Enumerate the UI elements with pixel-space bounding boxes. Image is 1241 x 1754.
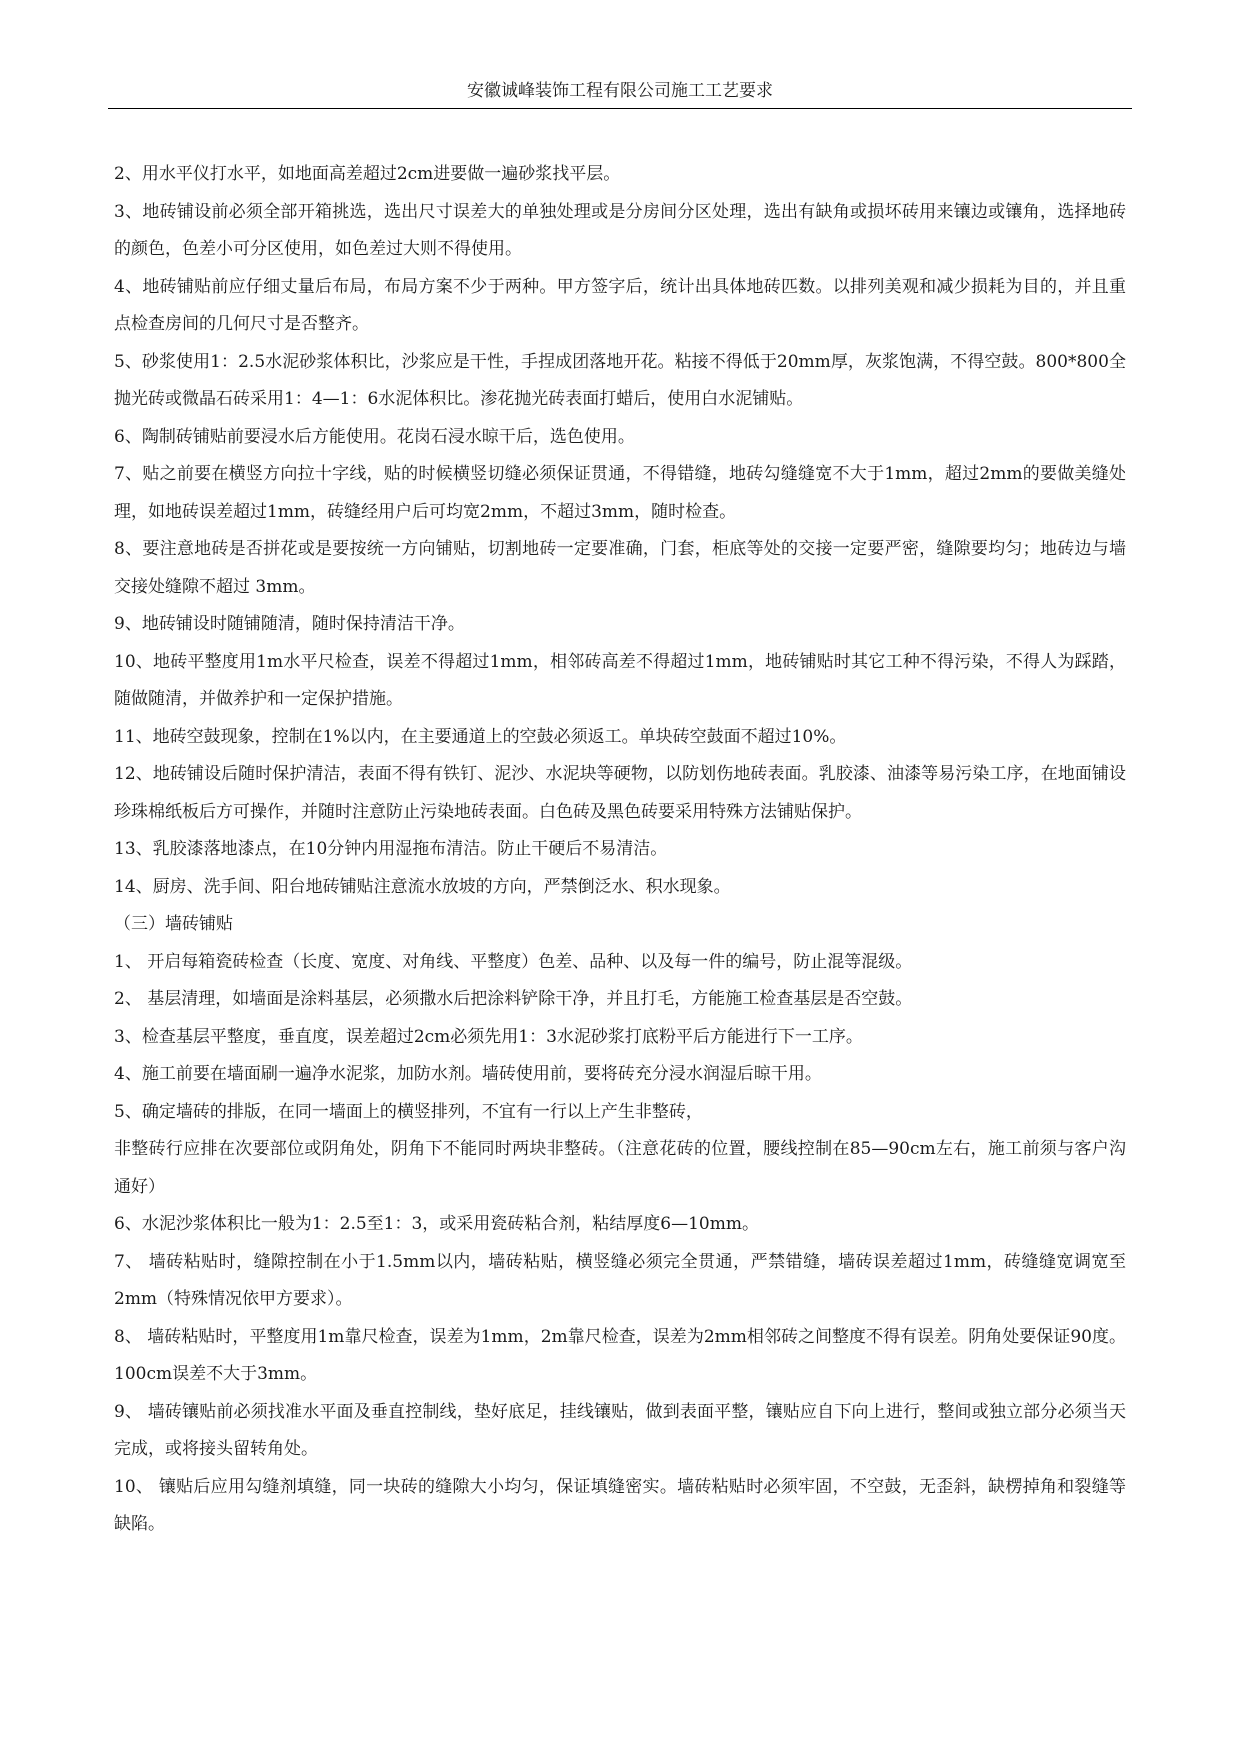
paragraph: 2、用水平仪打水平，如地面高差超过2cm进要做一遍砂浆找平层。 bbox=[114, 164, 621, 184]
paragraph: 13、乳胶漆落地漆点，在10分钟内用湿拖布清洁。防止干硬后不易清洁。 bbox=[114, 839, 668, 859]
paragraph: 8、 墙砖粘贴时，平整度用1m靠尺检查，误差为1mm，2m靠尺检查，误差为2mm相邻砖之间整度不得有误差。阴角处要保证90度。100cm误差不大于3mm。 bbox=[114, 1326, 1126, 1384]
paragraph: 7、 墙砖粘贴时，缝隙控制在小于1.5mm以内，墙砖粘贴，横竖缝必须完全贯通，严禁错缝，墙砖误差超过1mm，砖缝缝宽调宽至2mm（特殊情况依甲方要求）。 bbox=[114, 1251, 1126, 1309]
paragraph: 6、水泥沙浆体积比一般为1：2.5至1：3，或采用瓷砖粘合剂，粘结厚度6—10mm。 bbox=[114, 1214, 759, 1234]
paragraph: 4、施工前要在墙面刷一遍净水泥浆，加防水剂。墙砖使用前，要将砖充分浸水润湿后晾干用。 bbox=[114, 1064, 822, 1084]
paragraph: 1、 开启每箱瓷砖检查（长度、宽度、对角线、平整度）色差、品种、以及每一件的编号，防止混等混级。 bbox=[114, 951, 913, 972]
paragraph: 9、 墙砖镶贴前必须找准水平面及垂直控制线，垫好底足，挂线镶贴，做到表面平整，镶贴应自下向上进行，整间或独立部分必须当天完成，或将接头留转角处。 bbox=[114, 1401, 1126, 1459]
document-body bbox=[114, 156, 1126, 1544]
paragraph: 2、 基层清理，如墙面是涂料基层，必须撒水后把涂料铲除干净，并且打毛，方能施工检查基层是否空鼓。 bbox=[114, 989, 913, 1009]
paragraph: 5、砂浆使用1：2.5水泥砂浆体积比，沙浆应是干性，手捏成团落地开花。粘接不得低于20mm厚，灰浆饱满，不得空鼓。800*800全抛光砖或微晶石砖采用1：4—1：6水泥体积比。渗花抛光砖表面打蜡后，使用白水泥铺贴。 bbox=[114, 351, 1126, 409]
paragraph: 10、地砖平整度用1m水平尺检查，误差不得超过1mm，相邻砖高差不得超过1mm，地砖铺贴时其它工种不得污染，不得人为踩踏，随做随清，并做养护和一定保护措施。 bbox=[114, 651, 1126, 709]
paragraph: 11、地砖空鼓现象，控制在1%以内，在主要通道上的空鼓必须返工。单块砖空鼓面不超过10%。 bbox=[114, 726, 847, 747]
paragraph: 3、检查基层平整度，垂直度，误差超过2cm必须先用1：3水泥砂浆打底粉平后方能进行下一工序。 bbox=[114, 1026, 863, 1047]
paragraph: 14、厨房、洗手间、阳台地砖铺贴注意流水放坡的方向，严禁倒泛水、积水现象。 bbox=[114, 876, 731, 897]
page-header: 安徽诚峰装饰工程有限公司施工工艺要求 bbox=[108, 78, 1132, 109]
section-heading: （三）墙砖铺贴 bbox=[114, 914, 233, 934]
paragraph: 7、贴之前要在横竖方向拉十字线，贴的时候横竖切缝必须保证贯通，不得错缝，地砖勾缝缝宽不大于1mm，超过2mm的要做美缝处理，如地砖误差超过1mm，砖缝经用户后可均宽2mm，不超过3mm，随时检查。 bbox=[114, 464, 1126, 522]
paragraph: 9、地砖铺设时随铺随清，随时保持清洁干净。 bbox=[114, 614, 465, 634]
paragraph: 3、地砖铺设前必须全部开箱挑选，选出尺寸误差大的单独处理或是分房间分区处理，选出有缺角或损坏砖用来镶边或镶角，选择地砖的颜色，色差小可分区使用，如色差过大则不得使用。 bbox=[114, 201, 1126, 259]
paragraph: 6、陶制砖铺贴前要浸水后方能使用。花岗石浸水晾干后，选色使用。 bbox=[114, 426, 635, 447]
paragraph: 5、确定墙砖的排版，在同一墙面上的横竖排列，不宜有一行以上产生非整砖， bbox=[114, 1101, 703, 1122]
paragraph: 10、 镶贴后应用勾缝剂填缝，同一块砖的缝隙大小均匀，保证填缝密实。墙砖粘贴时必须牢固，不空鼓，无歪斜，缺楞掉角和裂缝等缺陷。 bbox=[114, 1476, 1126, 1534]
paragraph: 8、要注意地砖是否拼花或是要按统一方向铺贴，切割地砖一定要准确，门套，柜底等处的交接一定要严密，缝隙要均匀；地砖边与墙交接处缝隙不超过 3mm。 bbox=[114, 539, 1126, 597]
paragraph: 4、地砖铺贴前应仔细丈量后布局，布局方案不少于两种。甲方签字后，统计出具体地砖匹数。以排列美观和减少损耗为目的，并且重点检查房间的几何尺寸是否整齐。 bbox=[114, 276, 1126, 334]
paragraph: 12、地砖铺设后随时保护清洁，表面不得有铁钉、泥沙、水泥块等硬物，以防划伤地砖表面。乳胶漆、油漆等易污染工序，在地面铺设珍珠棉纸板后方可操作，并随时注意防止污染地砖表面。白色砖及黑色砖要采用特殊方法铺贴保护。 bbox=[114, 764, 1126, 822]
paragraph: 非整砖行应排在次要部位或阴角处，阴角下不能同时两块非整砖。（注意花砖的位置，腰线控制在85—90cm左右，施工前须与客户沟通好） bbox=[114, 1139, 1126, 1197]
